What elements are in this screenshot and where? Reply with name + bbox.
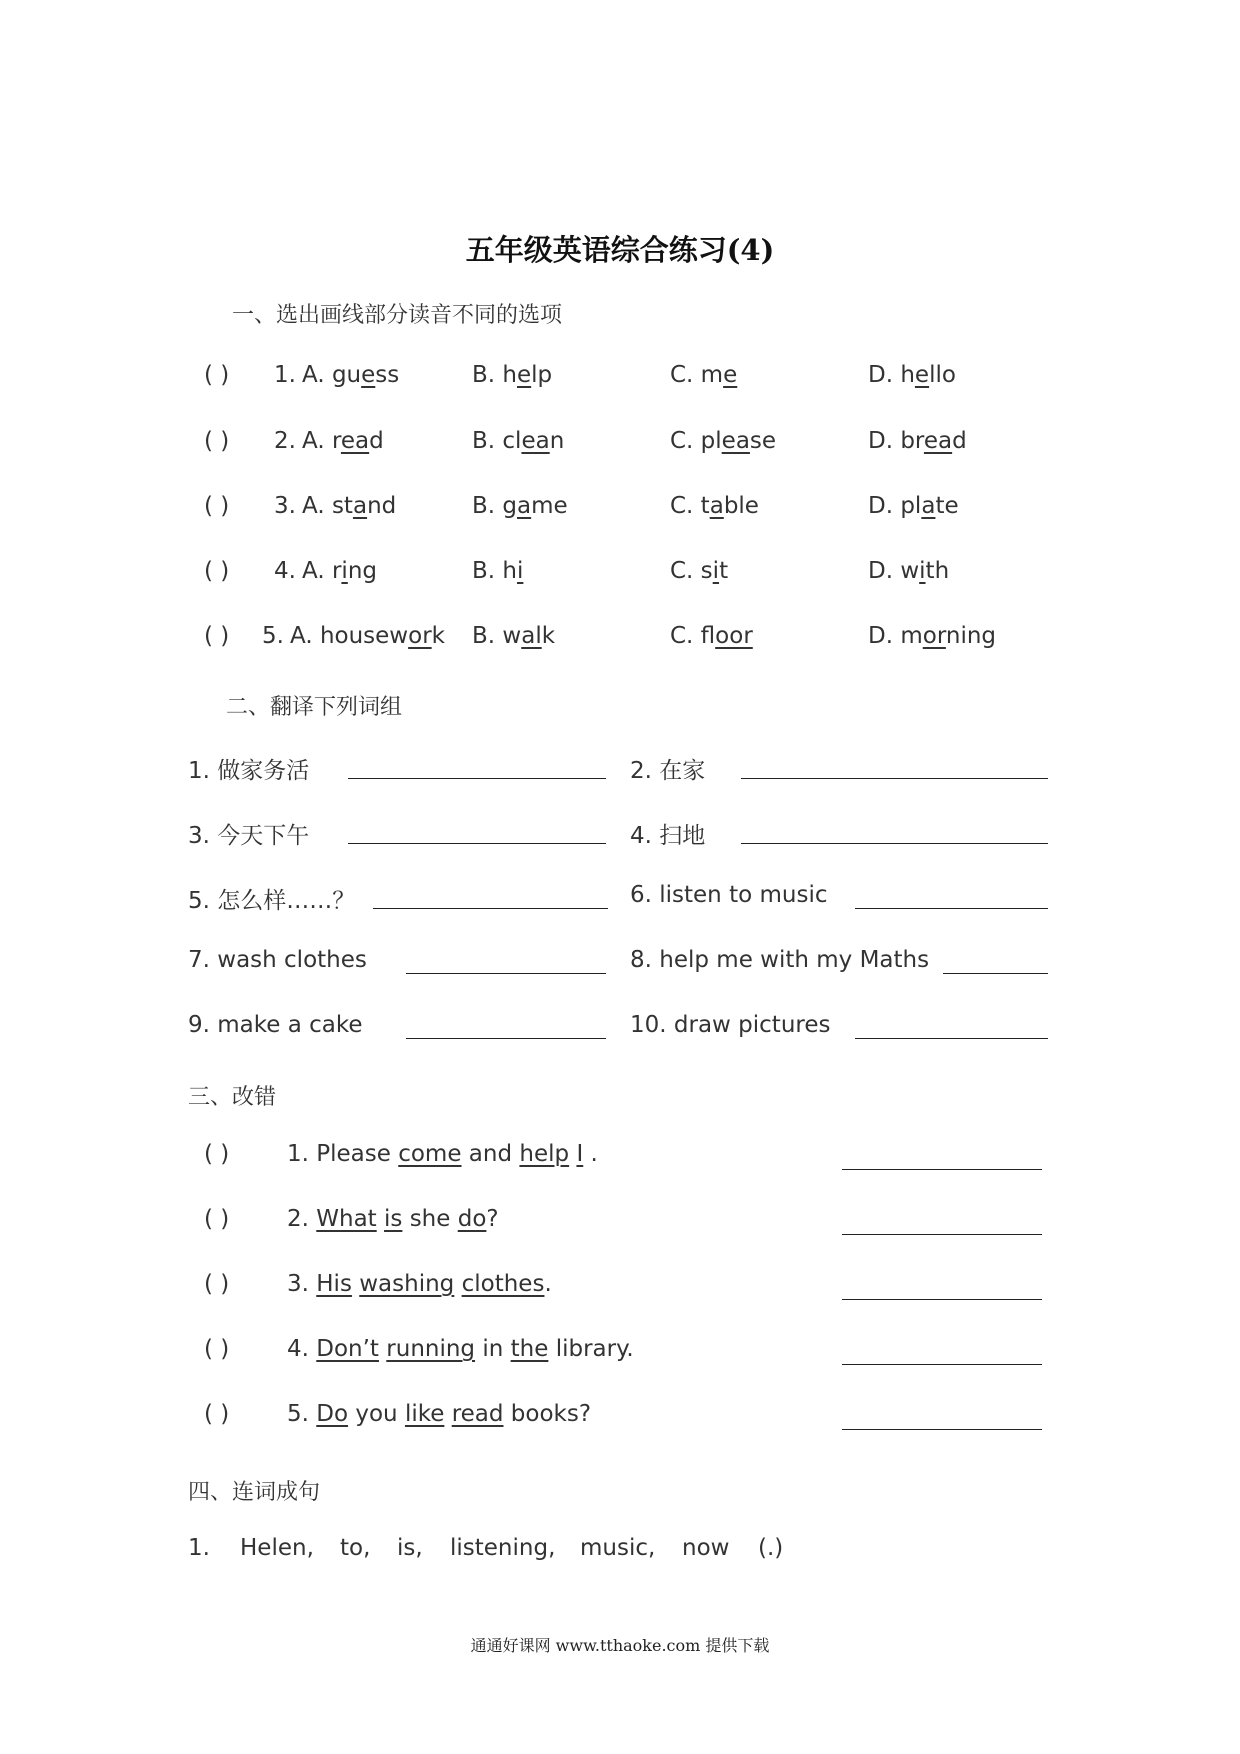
answer-paren[interactable]: ( ): [204, 623, 230, 649]
question-number: 5.: [262, 623, 284, 649]
option-b: B. walk: [472, 623, 556, 649]
answer-line[interactable]: [348, 843, 606, 844]
answer-line[interactable]: [741, 843, 1048, 844]
translate-row: [0, 1012, 1240, 1052]
word: is,: [397, 1535, 423, 1561]
option-a: A. ring: [302, 558, 377, 584]
option-d: D. bread: [868, 428, 967, 454]
underlined-sound: e: [914, 362, 930, 388]
option-d: D. hello: [868, 362, 956, 388]
translate-row: [0, 752, 1240, 792]
question-number: 1.: [274, 362, 296, 388]
footer-credit: 通通好课网 www.tthaoke.com 提供下载: [470, 1636, 770, 1655]
answer-line[interactable]: [943, 973, 1048, 974]
sentence: 3. His washing clothes.: [287, 1271, 552, 1297]
answer-paren[interactable]: ( ): [204, 493, 230, 519]
phrase-left: 5. 怎么样……？: [188, 888, 356, 914]
correction-row: [0, 1401, 1240, 1441]
answer-line[interactable]: [842, 1234, 1042, 1235]
word-order-row: [0, 1535, 1240, 1575]
page-title: 五年级英语综合练习(4): [465, 233, 775, 267]
section3-heading: 三、改错: [188, 1085, 277, 1110]
translate-row: [0, 947, 1240, 987]
phrase-right: 2. 在家: [630, 758, 706, 784]
answer-line[interactable]: [373, 908, 608, 909]
section1-heading: 一、选出画线部分读音不同的选项: [232, 303, 563, 328]
question-row: [0, 493, 1240, 533]
answer-paren[interactable]: ( ): [204, 362, 230, 388]
question-row: [0, 428, 1240, 468]
question-row: [0, 558, 1240, 598]
option-d: D. plate: [868, 493, 959, 519]
answer-paren[interactable]: ( ): [204, 1141, 230, 1167]
answer-paren[interactable]: ( ): [204, 1271, 230, 1297]
answer-line[interactable]: [406, 973, 606, 974]
word: now: [682, 1535, 730, 1561]
underlined-word: What: [316, 1206, 377, 1232]
underlined-word: Do: [316, 1401, 349, 1427]
phrase-right: 10. draw pictures: [630, 1012, 831, 1038]
underlined-sound: i: [516, 558, 524, 584]
option-c: C. please: [670, 428, 777, 454]
answer-line[interactable]: [855, 1038, 1048, 1039]
underlined-word: come: [398, 1141, 462, 1167]
word: listening,: [450, 1535, 556, 1561]
underlined-word: help: [519, 1141, 570, 1167]
answer-line[interactable]: [842, 1299, 1042, 1300]
question-row: [0, 362, 1240, 402]
word: (.): [758, 1535, 784, 1561]
answer-line[interactable]: [855, 908, 1048, 909]
underlined-sound: ea: [923, 428, 953, 454]
translate-row: [0, 882, 1240, 922]
underlined-sound: e: [361, 362, 376, 388]
option-d: D. with: [868, 558, 950, 584]
answer-line[interactable]: [348, 778, 606, 779]
underlined-word: like: [404, 1401, 445, 1427]
option-c: C. floor: [670, 623, 753, 649]
underlined-word: His: [316, 1271, 352, 1297]
underlined-sound: a: [352, 493, 368, 519]
option-d: D. morning: [868, 623, 997, 649]
underlined-word: the: [510, 1336, 549, 1362]
underlined-word: running: [386, 1336, 476, 1362]
underlined-sound: i: [341, 558, 348, 584]
word: to,: [340, 1535, 371, 1561]
underlined-word: washing: [359, 1271, 455, 1297]
underlined-sound: ea: [721, 428, 750, 454]
underlined-sound: i: [919, 558, 926, 584]
option-b: B. help: [472, 362, 553, 388]
correction-row: [0, 1271, 1240, 1311]
answer-line[interactable]: [842, 1169, 1042, 1170]
word: music,: [580, 1535, 656, 1561]
phrase-right: 8. help me with my Maths: [630, 947, 930, 973]
answer-paren[interactable]: ( ): [204, 1206, 230, 1232]
question-number: 2.: [274, 428, 296, 454]
phrase-right: 4. 扫地: [630, 823, 706, 849]
option-a: A. guess: [302, 362, 400, 388]
answer-paren[interactable]: ( ): [204, 428, 230, 454]
sentence: 4. Don’t running in the library.: [287, 1336, 634, 1362]
word: Helen,: [240, 1535, 314, 1561]
underlined-sound: al: [521, 623, 542, 649]
option-b: B. clean: [472, 428, 565, 454]
underlined-sound: e: [516, 362, 532, 388]
option-b: B. hi: [472, 558, 524, 584]
underlined-sound: e: [723, 362, 738, 388]
underlined-sound: or: [408, 623, 432, 649]
option-c: C. me: [670, 362, 738, 388]
underlined-sound: oor: [715, 623, 753, 649]
underlined-sound: a: [709, 493, 724, 519]
question-number: 4.: [274, 558, 296, 584]
question-row: [0, 623, 1240, 663]
correction-row: [0, 1141, 1240, 1181]
option-c: C. sit: [670, 558, 729, 584]
item-number: 1.: [188, 1535, 210, 1561]
sentence: 1. Please come and help I .: [287, 1141, 598, 1167]
sentence: 2. What is she do?: [287, 1206, 499, 1232]
section2-heading: 二、翻译下列词组: [226, 695, 403, 720]
underlined-sound: ea: [521, 428, 550, 454]
underlined-word: I: [576, 1141, 584, 1167]
underlined-word: clothes: [461, 1271, 545, 1297]
answer-paren[interactable]: ( ): [204, 1336, 230, 1362]
phrase-right: 6. listen to music: [630, 882, 828, 908]
underlined-word: read: [451, 1401, 504, 1427]
translate-row: [0, 817, 1240, 857]
phrase-left: 1. 做家务活: [188, 758, 310, 784]
option-a: A. read: [302, 428, 384, 454]
underlined-word: do: [457, 1206, 487, 1232]
phrase-left: 7. wash clothes: [188, 947, 367, 973]
phrase-left: 9. make a cake: [188, 1012, 363, 1038]
question-number: 3.: [274, 493, 296, 519]
option-b: B. game: [472, 493, 568, 519]
underlined-sound: i: [712, 558, 720, 584]
underlined-sound: a: [517, 493, 532, 519]
underlined-word: Don’t: [316, 1336, 379, 1362]
underlined-sound: or: [922, 623, 946, 649]
underlined-sound: a: [921, 493, 936, 519]
answer-paren[interactable]: ( ): [204, 1401, 230, 1427]
answer-paren[interactable]: ( ): [204, 558, 230, 584]
underlined-word: is: [384, 1206, 403, 1232]
answer-line[interactable]: [842, 1429, 1042, 1430]
answer-line[interactable]: [842, 1364, 1042, 1365]
sentence: 5. Do you like read books?: [287, 1401, 592, 1427]
answer-line[interactable]: [406, 1038, 606, 1039]
underlined-sound: ea: [340, 428, 370, 454]
correction-row: [0, 1206, 1240, 1246]
correction-row: [0, 1336, 1240, 1376]
phrase-left: 3. 今天下午: [188, 823, 310, 849]
option-a: A. stand: [302, 493, 397, 519]
option-c: C. table: [670, 493, 759, 519]
answer-line[interactable]: [741, 778, 1048, 779]
option-a: A. housework: [290, 623, 445, 649]
section4-heading: 四、连词成句: [188, 1480, 321, 1505]
